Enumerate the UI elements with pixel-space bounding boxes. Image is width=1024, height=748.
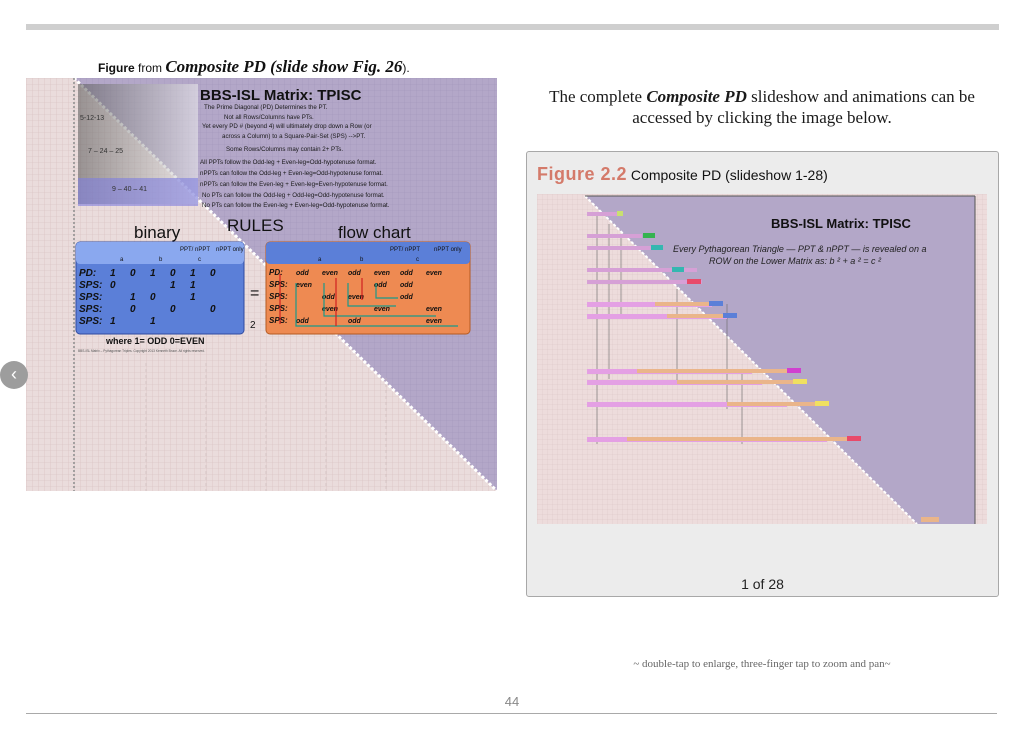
two-label: 2: [250, 320, 256, 331]
table-cell: 0: [130, 304, 136, 315]
matrix-title: BBS-ISL Matrix: TPISC: [200, 87, 362, 104]
table-cell: odd: [348, 270, 361, 277]
table-cell: 1: [110, 268, 116, 279]
diagonal-label-3: 9 – 40 – 41: [112, 186, 148, 193]
table-row-label: PD:: [269, 268, 283, 277]
binary-col-b: b: [159, 257, 163, 263]
table-cell: even: [322, 270, 338, 277]
widget-title-text: Composite PD (slideshow 1-28): [627, 167, 828, 183]
table-cell: 0: [170, 304, 176, 315]
table-cell: odd: [296, 270, 309, 277]
table-cell: odd: [322, 294, 335, 301]
note-line: Some Rows/Columns may contain 2+ PTs.: [226, 146, 344, 153]
table-cell: 1: [150, 316, 156, 327]
odd-even-note: where 1= ODD 0=EVEN: [106, 336, 205, 346]
gesture-hint: ~ double-tap to enlarge, three-finger tap to zoom and pan~: [633, 658, 891, 670]
table-row-label: SPS:: [79, 316, 103, 327]
table-cell: even: [374, 306, 390, 313]
flow-col-nppt: nPPT only: [434, 247, 462, 253]
note-line: No PTs can follow the Even-leg + Even-leg=Odd-hypotenuse format.: [202, 202, 390, 209]
binary-label: binary: [134, 223, 181, 242]
slide-subtitle-1: Every Pythagorean Triangle — PPT & nPPT — is revealed on a: [673, 244, 927, 254]
table-cell: even: [322, 306, 338, 313]
table-cell: 0: [210, 304, 216, 315]
table-row-label: SPS:: [269, 280, 288, 289]
table-row-label: SPS:: [79, 280, 103, 291]
caption-figure-word: Figure: [98, 61, 135, 75]
table-cell: 1: [150, 268, 156, 279]
previous-arrow-button[interactable]: [0, 361, 28, 389]
diagonal-label-2: 7 – 24 – 25: [88, 148, 124, 155]
caption-title: Composite PD (slide show Fig. 26: [165, 57, 403, 76]
table-cell: even: [426, 318, 442, 325]
table-cell: odd: [400, 294, 413, 301]
note-line: The Prime Diagonal (PD) Determines the PT.: [204, 104, 328, 111]
table-row-label: PD:: [79, 268, 97, 279]
note-line: All PPTs follow the Odd-leg + Even-leg=Odd-hypotenuse format.: [200, 159, 377, 166]
table-cell: even: [348, 294, 364, 301]
table-cell: 0: [130, 268, 136, 279]
flow-col-a: a: [318, 257, 322, 263]
note-line: No PTs can follow the Odd-leg + Odd-leg=Odd-hypotenuse format.: [202, 192, 385, 199]
note-line: nPPTs can follow the Even-leg + Even-leg=Even-hypotenuse format.: [200, 181, 388, 188]
copyright-text: BBS-ISL Matrix – Pythagorean Triples. Copyright 2013 Kenneth Bruce. All rights reserved.: [78, 349, 205, 353]
caption-end: ).: [402, 61, 410, 75]
table-cell: even: [426, 306, 442, 313]
left-figure-caption: [98, 57, 410, 77]
table-cell: 0: [110, 280, 116, 291]
figure-number: Figure 2.2: [537, 164, 628, 184]
table-row-label: SPS:: [269, 304, 288, 313]
slide-subtitle-2: ROW on the Lower Matrix as: b ² + a ² = c ²: [709, 256, 882, 266]
flow-chart-label: flow chart: [338, 223, 411, 242]
table-cell: 1: [190, 280, 196, 291]
table-cell: even: [426, 270, 442, 277]
intro-text-before: The complete: [549, 87, 647, 106]
note-line: nPPTs can follow the Odd-leg + Even-leg=Odd-hypotenuse format.: [200, 170, 383, 177]
bottom-divider: [26, 713, 997, 714]
diagonal-label-1: 5-12-13: [80, 115, 105, 122]
table-cell: 1: [130, 292, 136, 303]
caption-from: from: [134, 61, 166, 75]
page-number: 44: [504, 694, 520, 709]
note-line: Yet every PD # (beyond 4) will ultimately drop down a Row (or: [202, 123, 372, 130]
table-cell: odd: [400, 282, 413, 289]
table-row-label: SPS:: [269, 316, 288, 325]
table-cell: 1: [190, 292, 196, 303]
composite-pd-figure[interactable]: [26, 78, 497, 491]
table-cell: odd: [348, 318, 361, 325]
table-cell: 0: [150, 292, 156, 303]
table-cell: 0: [210, 268, 216, 279]
binary-col-ppt: PPT/ nPPT: [180, 247, 211, 253]
rules-label: RULES: [227, 216, 284, 235]
table-cell: 1: [170, 280, 176, 291]
intro-emphasis: Composite PD: [646, 87, 747, 106]
flow-col-c: c: [416, 257, 419, 263]
slideshow-widget[interactable]: [526, 151, 999, 597]
table-row-label: SPS:: [79, 304, 103, 315]
slide-counter: 1 of 28: [741, 576, 784, 592]
table-cell: odd: [296, 318, 309, 325]
table-cell: even: [296, 282, 312, 289]
binary-col-c: c: [198, 257, 201, 263]
slideshow-intro-text: [520, 86, 1004, 128]
table-cell: even: [374, 270, 390, 277]
binary-col-a: a: [120, 257, 124, 263]
note-line: Not all Rows/Columns have PTs.: [224, 114, 314, 121]
slide-title: BBS-ISL Matrix: TPISC: [771, 216, 911, 231]
flow-col-b: b: [360, 257, 364, 263]
chevron-left-icon: ‹: [11, 364, 17, 384]
table-cell: odd: [374, 282, 387, 289]
note-line: across a Column) to a Square-Pair-Set (SPS) -->PT.: [222, 133, 366, 140]
equals-sign: =: [250, 285, 260, 302]
intro-text-after: slideshow and animations can be accessed by clicking the image below.: [632, 87, 975, 127]
table-row-label: SPS:: [269, 292, 288, 301]
table-cell: odd: [400, 270, 413, 277]
table-row-label: SPS:: [79, 292, 103, 303]
top-divider: [26, 24, 999, 30]
slideshow-image[interactable]: [537, 194, 987, 524]
table-cell: 1: [190, 268, 196, 279]
table-cell: 0: [170, 268, 176, 279]
table-cell: 1: [110, 316, 116, 327]
widget-title: [537, 164, 828, 185]
flow-col-ppt: PPT/ nPPT: [390, 247, 421, 253]
binary-col-nppt: nPPT only: [216, 247, 244, 253]
